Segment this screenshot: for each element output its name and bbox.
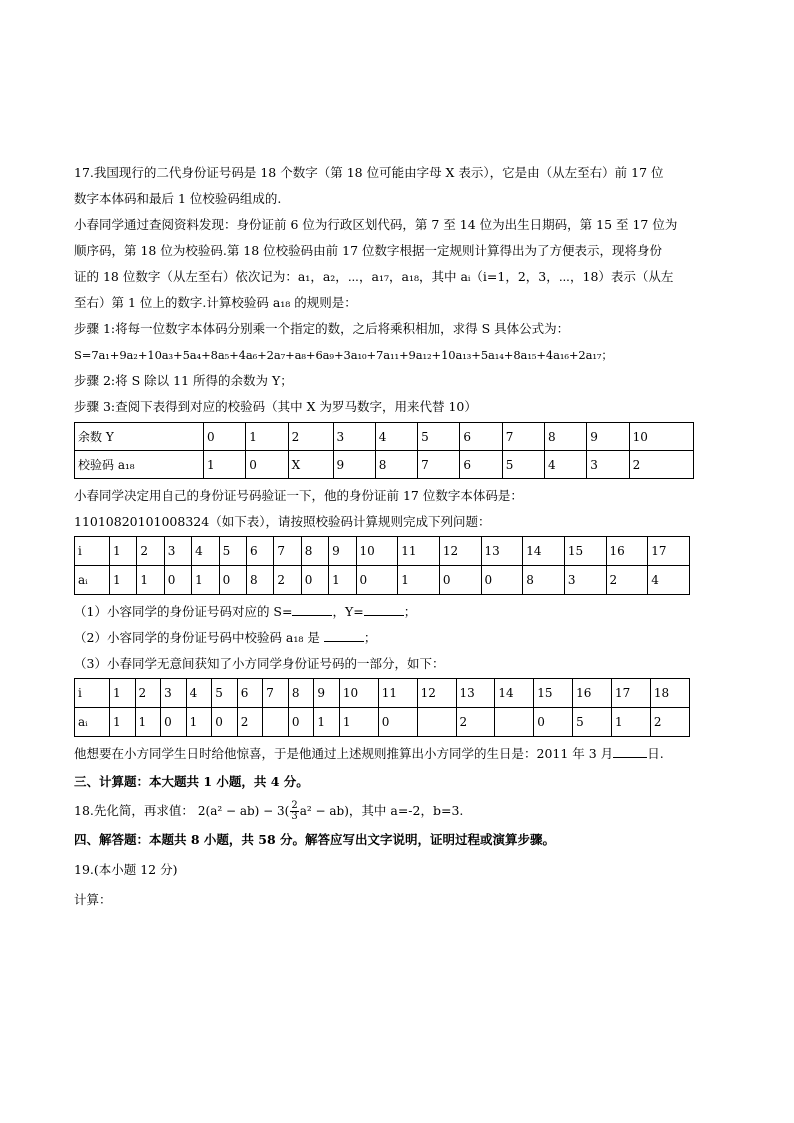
table-cell: 1 bbox=[110, 537, 137, 566]
q18-line bbox=[74, 795, 720, 827]
q17-para1-line4: 至右）第 1 位上的数字.计算校验码 a₁₈ 的规则是： bbox=[74, 295, 357, 310]
q17-step3: 步骤 3:查阅下表得到对应的校验码（其中 X 为罗马数字，用来代替 10） bbox=[74, 399, 477, 414]
table-cell: 4 bbox=[375, 423, 417, 451]
q17-intro-line1: 17.我国现行的二代身份证号码是 18 个数字（第 18 位可能由字母 X 表示），它是由（从左至右）前 17 位 bbox=[74, 165, 664, 180]
table-row bbox=[75, 451, 694, 479]
q17-para2-line1: 小春同学决定用自己的身份证号码验证一下，他的身份证前 17 位数字本体码是： bbox=[74, 488, 523, 503]
table-cell: 2 bbox=[274, 566, 301, 595]
table-cell: 0 bbox=[164, 566, 191, 595]
table-cell: 0 bbox=[288, 708, 314, 737]
table-cell: 2 bbox=[456, 708, 495, 737]
table-cell: 9 bbox=[329, 537, 356, 566]
table-cell: 1 bbox=[612, 708, 651, 737]
table-cell: 2 bbox=[606, 566, 648, 595]
table-cell: 6 bbox=[460, 423, 502, 451]
table-cell: 1 bbox=[110, 566, 137, 595]
table-row bbox=[75, 423, 694, 451]
q18-prefix: 18.先化简，再求值： bbox=[74, 803, 194, 818]
section-4-heading: 四、解答题：本题共 8 小题，共 58 分。解答应写出文字说明，证明过程或演算步骤。 bbox=[74, 832, 556, 847]
table-cell: 4 bbox=[544, 451, 586, 479]
table-cell: 6 bbox=[460, 451, 502, 479]
table-cell: 5 bbox=[418, 423, 460, 451]
table-row bbox=[75, 708, 690, 737]
sub2-text-a: （2）小容同学的身份证号码中校验码 a₁₈ 是 bbox=[74, 630, 320, 645]
table-cell: 10 bbox=[356, 537, 398, 566]
table-cell: 3 bbox=[564, 566, 606, 595]
q17-final-line bbox=[74, 741, 720, 767]
section-3-heading: 三、计算题：本大题共 1 小题，共 4 分。 bbox=[74, 774, 309, 789]
table-cell: 3 bbox=[161, 679, 187, 708]
table-cell: 2 bbox=[137, 537, 164, 566]
fraction bbox=[290, 801, 298, 822]
table-cell: X bbox=[288, 451, 333, 479]
table-cell: 2 bbox=[135, 679, 161, 708]
table-cell: 8 bbox=[301, 537, 328, 566]
answer-blank[interactable] bbox=[364, 603, 404, 616]
q17-para1-line2: 顺序码，第 18 位为校验码.第 18 位校验码由前 17 位数字根据一定规则计算得出为了方便表示，现将身份 bbox=[74, 243, 663, 258]
table-cell: 15 bbox=[534, 679, 573, 708]
table-cell: 8 bbox=[375, 451, 417, 479]
table-cell: 1 bbox=[186, 708, 212, 737]
table-cell: 10 bbox=[339, 679, 378, 708]
table-cell: 校验码 a₁₈ bbox=[75, 451, 204, 479]
table-cell: 5 bbox=[219, 537, 246, 566]
table-cell: 1 bbox=[137, 566, 164, 595]
q19-title: 19.(本小题 12 分) bbox=[74, 862, 178, 877]
q17-para2-line2: 11010820101008324（如下表），请按照校验码计算规则完成下列问题： bbox=[74, 514, 491, 529]
table-cell: 5 bbox=[573, 708, 612, 737]
table-cell: 11 bbox=[378, 679, 417, 708]
answer-blank[interactable] bbox=[324, 629, 364, 642]
document-page bbox=[74, 160, 720, 913]
table-cell: i bbox=[75, 537, 110, 566]
table-cell: 3 bbox=[333, 423, 375, 451]
table-cell: 0 bbox=[439, 566, 481, 595]
table-cell: 4 bbox=[192, 537, 219, 566]
table-cell: 2 bbox=[237, 708, 263, 737]
table-cell: 9 bbox=[333, 451, 375, 479]
table-cell: 余数 Y bbox=[75, 423, 204, 451]
table-cell: 1 bbox=[246, 423, 288, 451]
table-cell: 2 bbox=[629, 451, 693, 479]
table-cell: 1 bbox=[339, 708, 378, 737]
q18-expression-b: a² − ab) bbox=[299, 804, 349, 818]
table-cell: 5 bbox=[212, 679, 238, 708]
table-cell: 6 bbox=[237, 679, 263, 708]
table-row bbox=[75, 537, 690, 566]
q17-para1-line3: 证的 18 位数字（从左至右）依次记为：a₁，a₂，⋯，a₁₇，a₁₈，其中 aᵢ（i=1，2，3，⋯，18）表示（从左 bbox=[74, 269, 674, 284]
q18-expression-a: 2(a² − ab) − 3( bbox=[197, 804, 290, 818]
table-cell: 0 bbox=[246, 451, 288, 479]
table-cell: 0 bbox=[378, 708, 417, 737]
sub1-text-b: ，Y= bbox=[332, 604, 364, 619]
table-cell: aᵢ bbox=[75, 566, 110, 595]
table-cell: 9 bbox=[314, 679, 340, 708]
table-cell: 7 bbox=[418, 451, 460, 479]
table-cell: 1 bbox=[398, 566, 440, 595]
q17-subquestion-2 bbox=[74, 625, 720, 651]
check-code-table bbox=[74, 422, 694, 479]
table-cell: 16 bbox=[606, 537, 648, 566]
answer-blank[interactable] bbox=[613, 745, 647, 758]
table-cell: 13 bbox=[456, 679, 495, 708]
table-cell: 14 bbox=[495, 679, 534, 708]
table-cell: 0 bbox=[301, 566, 328, 595]
table-cell: 8 bbox=[246, 566, 273, 595]
q17-intro-line2: 数字本体码和最后 1 位校验码组成的. bbox=[74, 191, 282, 206]
q17-formula: S=7a₁+9a₂+10a₃+5a₄+8a₅+4a₆+2a₇+a₈+6a₉+3a₁₀+7a₁₁+9a₁₂+10a₁₃+5a₁₄+8a₁₅+4a₁₆+2a₁₇； bbox=[74, 348, 613, 362]
final-text-a: 他想要在小方同学生日时给他惊喜，于是他通过上述规则推算出小方同学的生日是：2011 年 3 月 bbox=[74, 746, 614, 761]
table-cell: 11 bbox=[398, 537, 440, 566]
table-cell: 1 bbox=[192, 566, 219, 595]
q17-subquestion-3: （3）小春同学无意间获知了小方同学身份证号码的一部分，如下： bbox=[74, 656, 445, 671]
fraction-denominator: 3 bbox=[291, 811, 298, 822]
table-row bbox=[75, 679, 690, 708]
table-cell: 1 bbox=[204, 451, 246, 479]
table-cell: 0 bbox=[534, 708, 573, 737]
table-cell: 12 bbox=[439, 537, 481, 566]
table-cell: 1 bbox=[135, 708, 161, 737]
table-cell: 2 bbox=[650, 708, 689, 737]
table-cell bbox=[417, 708, 456, 737]
sub1-text-a: （1）小容同学的身份证号码对应的 S= bbox=[74, 604, 293, 619]
table-cell: 4 bbox=[648, 566, 690, 595]
table-row bbox=[75, 566, 690, 595]
table-cell: aᵢ bbox=[75, 708, 110, 737]
table-cell: 15 bbox=[564, 537, 606, 566]
sub1-text-c: ； bbox=[403, 604, 417, 619]
table-cell: 9 bbox=[587, 423, 629, 451]
q18-suffix: ，其中 a=-2，b=3. bbox=[348, 803, 464, 818]
table-cell: 17 bbox=[612, 679, 651, 708]
sub2-text-b: ； bbox=[363, 630, 377, 645]
table-cell: 10 bbox=[629, 423, 693, 451]
table-cell: i bbox=[75, 679, 110, 708]
table-cell: 1 bbox=[329, 566, 356, 595]
table-cell: 13 bbox=[481, 537, 523, 566]
table-cell: 0 bbox=[356, 566, 398, 595]
table-cell: 12 bbox=[417, 679, 456, 708]
table-cell: 3 bbox=[587, 451, 629, 479]
answer-blank[interactable] bbox=[292, 603, 332, 616]
q17-step2: 步骤 2:将 S 除以 11 所得的余数为 Y； bbox=[74, 373, 293, 388]
partial-id-table bbox=[74, 678, 690, 737]
table-cell: 17 bbox=[648, 537, 690, 566]
table-cell: 7 bbox=[274, 537, 301, 566]
table-cell: 1 bbox=[110, 679, 136, 708]
id-digits-table bbox=[74, 536, 690, 595]
table-cell: 4 bbox=[186, 679, 212, 708]
table-cell: 0 bbox=[212, 708, 238, 737]
table-cell: 8 bbox=[544, 423, 586, 451]
table-cell: 0 bbox=[161, 708, 187, 737]
final-text-b: 日. bbox=[647, 746, 664, 761]
table-cell bbox=[495, 708, 534, 737]
table-cell: 6 bbox=[246, 537, 273, 566]
table-cell: 14 bbox=[523, 537, 565, 566]
table-cell: 18 bbox=[650, 679, 689, 708]
table-cell: 0 bbox=[481, 566, 523, 595]
table-cell: 1 bbox=[314, 708, 340, 737]
table-cell: 0 bbox=[204, 423, 246, 451]
table-cell: 3 bbox=[164, 537, 191, 566]
q17-para1-line1: 小春同学通过查阅资料发现：身份证前 6 位为行政区划代码，第 7 至 14 位为出生日期码，第 15 至 17 位为 bbox=[74, 217, 678, 232]
q17-step1: 步骤 1:将每一位数字本体码分别乘一个指定的数，之后将乘积相加，求得 S 具体公式为： bbox=[74, 321, 570, 336]
table-cell: 1 bbox=[110, 708, 136, 737]
fraction-numerator: 2 bbox=[291, 800, 298, 811]
table-cell bbox=[263, 708, 289, 737]
table-cell: 5 bbox=[502, 451, 544, 479]
table-cell: 7 bbox=[263, 679, 289, 708]
table-cell: 8 bbox=[523, 566, 565, 595]
table-cell: 2 bbox=[288, 423, 333, 451]
table-cell: 16 bbox=[573, 679, 612, 708]
table-cell: 8 bbox=[288, 679, 314, 708]
q17-subquestion-1 bbox=[74, 599, 720, 625]
table-cell: 0 bbox=[219, 566, 246, 595]
table-cell: 7 bbox=[502, 423, 544, 451]
q19-calc-label: 计算： bbox=[74, 892, 112, 907]
